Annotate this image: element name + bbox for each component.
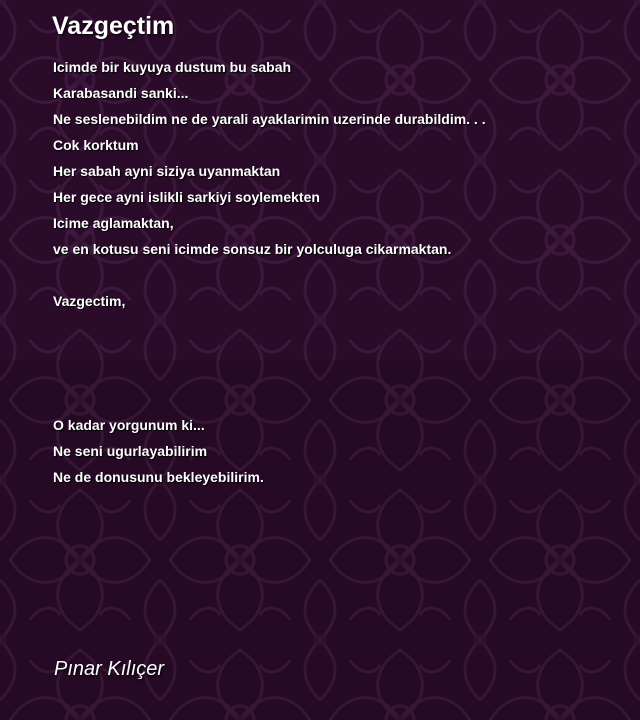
poem-line: Ne de donusunu bekleyebilirim. [53,469,264,485]
poem-stanza-1 [53,54,486,314]
poem-line: Vazgectim, [53,293,126,309]
poem-line: Her sabah ayni siziya uyanmaktan [53,163,281,179]
poem-blank-line [53,262,486,288]
poem-line: ve en kotusu seni icimde sonsuz bir yolculuga cikarmaktan. [53,241,452,257]
poem-title: Vazgeçtim [52,12,175,40]
poem-author: Pınar Kılıçer [54,658,165,680]
poem-line: Cok korktum [53,137,139,153]
poem-line: Icime aglamaktan, [53,215,174,231]
poem-line: Karabasandi sanki... [53,85,189,101]
poem-stanza-2 [53,412,264,490]
poem-line: Her gece ayni islikli sarkiyi soylemekten [53,189,320,205]
poem-line: Ne seni ugurlayabilirim [53,443,208,459]
poem-line: Icimde bir kuyuya dustum bu sabah [53,59,292,75]
poem-line: Ne seslenebildim ne de yarali ayaklarimin uzerinde durabildim. . . [53,111,486,127]
poem-line: O kadar yorgunum ki... [53,417,205,433]
